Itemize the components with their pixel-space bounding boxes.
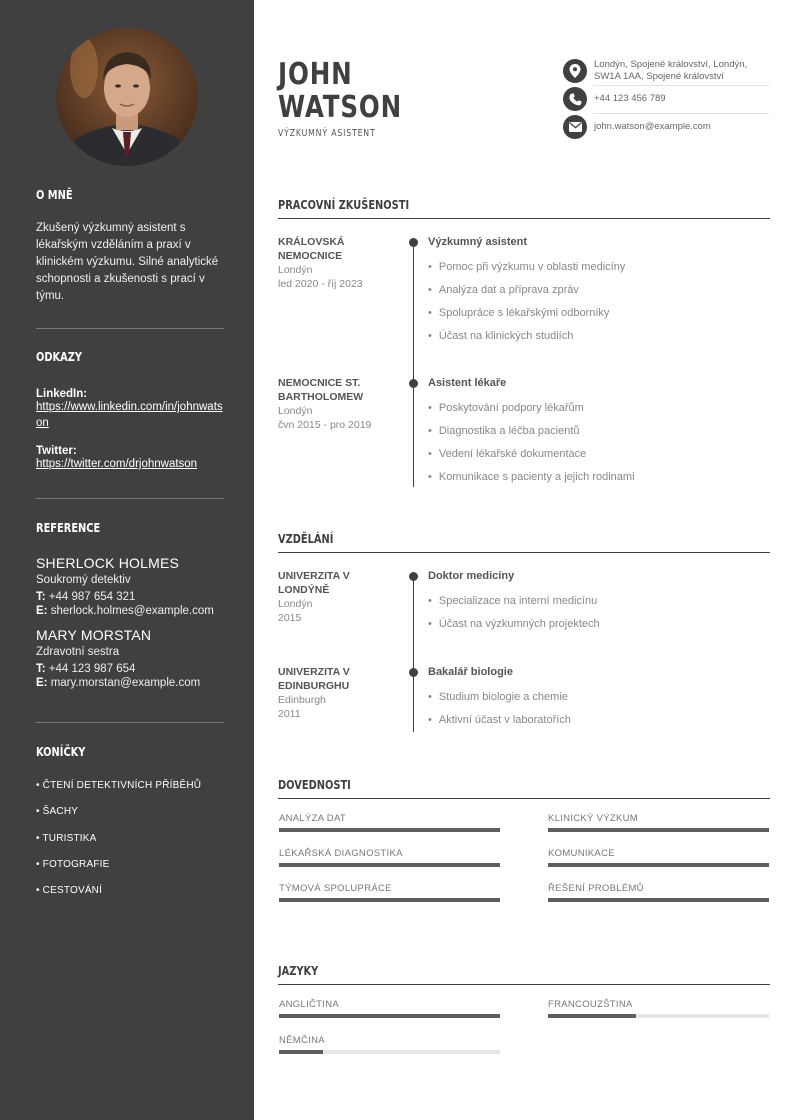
bullet-item: • Vedení lékařské dokumentace <box>428 448 586 460</box>
bullet-item: • Spolupráce s lékařskými odborníky <box>428 307 609 319</box>
links-heading: ODKAZY <box>36 350 83 364</box>
org-dates: led 2020 - říj 2023 <box>278 278 363 290</box>
bullet-item: • Aktivní účast v laboratořích <box>428 714 571 726</box>
org-city: Londýn <box>278 405 313 417</box>
contact-address <box>563 59 769 83</box>
org-dates: 2015 <box>278 612 302 624</box>
candidate-name <box>278 58 402 124</box>
language-label: FRANCOUZŠTINA <box>548 999 633 1010</box>
address-text: Londýn, Spojené království, Londýn, SW1A 1AA, Spojené království <box>594 59 748 82</box>
email-label: E: <box>36 677 48 689</box>
reference-role: Zdravotní sestra <box>36 646 120 658</box>
hobbies-heading: KONÍČKY <box>36 745 86 759</box>
hobby-item: • TURISTIKA <box>36 833 97 844</box>
language-label: NĚMČINA <box>279 1035 325 1046</box>
reference-item <box>36 555 224 617</box>
org-dates: čvn 2015 - pro 2019 <box>278 419 372 431</box>
references-section <box>36 521 224 689</box>
experience-heading: PRACOVNÍ ZKUŠENOSTI <box>278 198 410 212</box>
language-bar <box>279 1050 500 1054</box>
bullet-item: • Studium biologie a chemie <box>428 691 568 703</box>
bullet-item: • Účast na výzkumných projektech <box>428 618 600 630</box>
divider <box>36 722 224 723</box>
skill-bar-fill <box>548 898 769 902</box>
org-name: UNIVERZITA V EDINBURGHU <box>278 666 350 692</box>
reference-name: MARY MORSTAN <box>36 627 152 643</box>
timeline-dot <box>409 238 418 247</box>
degree-title: Doktor medicíny <box>428 570 515 582</box>
skill-bar <box>279 828 500 832</box>
timeline-dot <box>409 668 418 677</box>
bullet-item: • Diagnostika a léčba pacientů <box>428 425 580 437</box>
org-city: Edinburgh <box>278 694 326 706</box>
reference-item <box>36 627 224 689</box>
skill-item <box>279 883 500 902</box>
email-text[interactable]: john.watson@example.com <box>594 121 711 132</box>
language-bar-fill <box>279 1050 323 1054</box>
divider <box>36 498 224 499</box>
skill-label: TÝMOVÁ SPOLUPRÁCE <box>279 883 392 894</box>
reference-phone: +44 987 654 321 <box>48 591 136 603</box>
language-bar-fill <box>279 1014 500 1018</box>
language-bar-fill <box>548 1014 636 1018</box>
skill-bar-fill <box>548 828 769 832</box>
language-label: ANGLIČTINA <box>279 999 340 1010</box>
contact-email <box>563 115 769 139</box>
about-text: Zkušený výzkumný asistent s lékařským vzděláním a praxí v klinickém výzkumu. Silné analytické schopnosti a zkušenosti s prací v týmu. <box>36 222 219 302</box>
skill-item <box>279 848 500 867</box>
about-section <box>36 188 224 305</box>
org-city: Londýn <box>278 598 313 610</box>
phone-icon <box>563 87 587 111</box>
linkedin-link[interactable]: https://www.linkedin.com/in/johnwatson <box>36 401 223 429</box>
section-rule <box>278 798 770 799</box>
reference-name: SHERLOCK HOLMES <box>36 555 180 571</box>
skill-bar <box>548 828 769 832</box>
org-city: Londýn <box>278 264 313 276</box>
hobby-item: • CESTOVÁNÍ <box>36 885 103 896</box>
bullet-item: • Analýza dat a příprava zpráv <box>428 284 579 296</box>
skill-label: KLINICKÝ VÝZKUM <box>548 813 639 824</box>
phone-label: T: <box>36 663 46 675</box>
position-title: Výzkumný asistent <box>428 236 528 248</box>
skill-bar-fill <box>548 863 769 867</box>
bullet-item: • Pomoc při výzkumu v oblasti medicíny <box>428 261 625 273</box>
skill-bar-fill <box>279 828 500 832</box>
experience-org <box>278 377 398 432</box>
bullet-item: • Účast na klinických studiích <box>428 330 573 342</box>
section-rule <box>278 984 770 985</box>
contact-phone <box>563 87 769 111</box>
language-bar <box>548 1014 769 1018</box>
timeline-dot <box>409 572 418 581</box>
org-name: NEMOCNICE ST. BARTHOLOMEW <box>278 377 364 403</box>
org-dates: 2011 <box>278 708 301 720</box>
hobbies-section <box>36 745 224 905</box>
linkedin-label: LinkedIn: <box>36 388 88 400</box>
timeline-dot <box>409 379 418 388</box>
location-icon <box>563 59 587 83</box>
org-name: UNIVERZITA V LONDÝNĚ <box>278 570 350 596</box>
position-title: Asistent lékaře <box>428 377 507 389</box>
language-item <box>279 999 500 1018</box>
references-heading: REFERENCE <box>36 521 101 535</box>
org-name: KRÁLOVSKÁ NEMOCNICE <box>278 236 345 262</box>
timeline-line <box>413 243 414 487</box>
skill-bar-fill <box>279 863 500 867</box>
hobby-item: • FOTOGRAFIE <box>36 859 110 870</box>
reference-phone: +44 123 987 654 <box>48 663 136 675</box>
twitter-label: Twitter: <box>36 445 77 457</box>
skills-heading: DOVEDNOSTI <box>278 778 351 792</box>
skill-item <box>548 848 769 867</box>
last-name: WATSON <box>278 90 403 125</box>
timeline-line <box>413 577 414 732</box>
hobby-item: • ŠACHY <box>36 806 79 817</box>
twitter-link[interactable]: https://twitter.com/drjohnwatson <box>36 458 198 470</box>
email-label: E: <box>36 605 48 617</box>
first-name: JOHN <box>278 57 353 92</box>
skill-label: ANALÝZA DAT <box>279 813 347 824</box>
section-rule <box>278 552 770 553</box>
email-icon <box>563 115 587 139</box>
bullet-item: • Poskytování podpory lékařům <box>428 402 584 414</box>
skill-bar-fill <box>279 898 500 902</box>
divider <box>593 113 769 114</box>
bullet-item: • Specializace na interní medicínu <box>428 595 597 607</box>
phone-label: T: <box>36 591 46 603</box>
skill-label: ŘEŠENÍ PROBLÉMŮ <box>548 883 644 894</box>
languages-heading: JAZYKY <box>278 964 319 978</box>
education-heading: VZDĚLÁNÍ <box>278 532 334 546</box>
section-rule <box>278 218 770 219</box>
profile-photo <box>56 28 198 166</box>
skill-label: KOMUNIKACE <box>548 848 615 859</box>
skill-item <box>279 813 500 832</box>
job-title: VÝZKUMNÝ ASISTENT <box>278 128 376 139</box>
bullet-item: • Komunikace s pacienty a jejich rodinami <box>428 471 635 483</box>
divider <box>593 85 769 86</box>
reference-email: sherlock.holmes@example.com <box>50 605 214 617</box>
skill-bar <box>548 863 769 867</box>
skill-item <box>548 813 769 832</box>
skill-item <box>548 883 769 902</box>
divider <box>36 328 224 329</box>
skill-label: LÉKAŘSKÁ DIAGNOSTIKA <box>279 848 403 859</box>
language-item <box>279 1035 500 1054</box>
skill-bar <box>279 898 500 902</box>
language-item <box>548 999 769 1018</box>
links-section <box>36 350 224 473</box>
skill-bar <box>548 898 769 902</box>
degree-title: Bakalář biologie <box>428 666 513 678</box>
hobby-item: • ČTENÍ DETEKTIVNÍCH PŘÍBĚHŮ <box>36 780 202 791</box>
phone-text: +44 123 456 789 <box>594 93 666 104</box>
education-org <box>278 666 398 721</box>
education-org <box>278 570 398 625</box>
reference-email: mary.morstan@example.com <box>50 677 201 689</box>
skill-bar <box>279 863 500 867</box>
sidebar <box>0 0 254 1120</box>
about-heading: O MNĚ <box>36 188 73 202</box>
language-bar <box>279 1014 500 1018</box>
reference-role: Soukromý detektiv <box>36 574 131 586</box>
experience-org <box>278 236 398 291</box>
